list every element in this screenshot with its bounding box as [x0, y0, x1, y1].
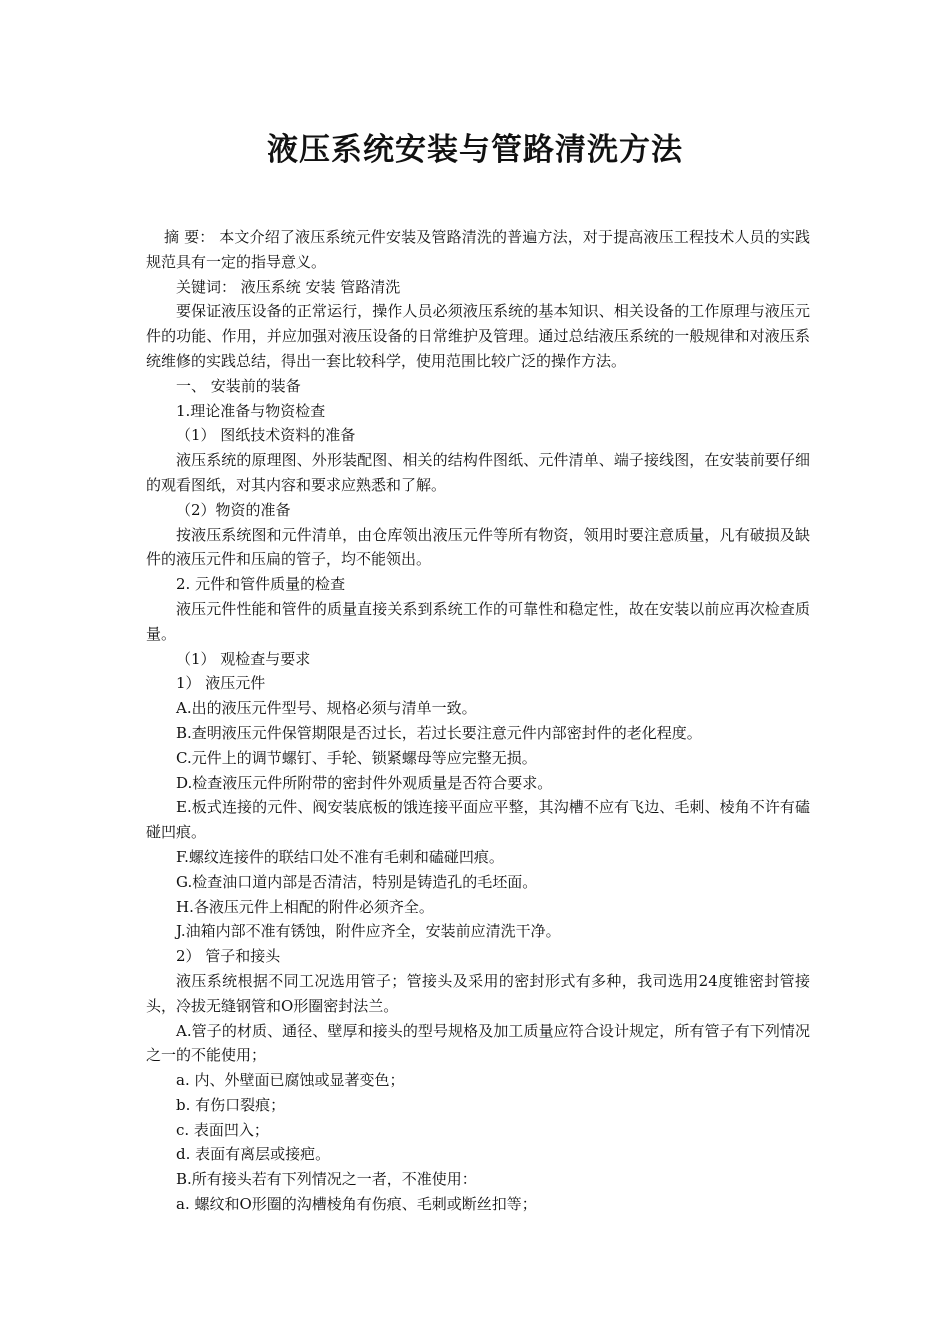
- subsection-heading: （2）物资的准备: [176, 500, 291, 519]
- list-item: d. 表面有离层或接疤。: [176, 1145, 331, 1164]
- list-item: D.检查液压元件所附带的密封件外观质量是否符合要求。: [176, 773, 553, 792]
- list-item: E.板式连接的元件、阀安装底板的饿连接平面应平整，其沟槽不应有飞边、毛刺、棱角不许有磕碰凹痕。: [146, 798, 810, 842]
- paragraph: 液压元件性能和管件的质量直接关系到系统工作的可靠性和稳定性，故在安装以前应再次检查质量。: [146, 599, 810, 643]
- subsection-heading: 2. 元件和管件质量的检查: [176, 575, 346, 594]
- list-item: a. 内、外壁面已腐蚀或显著变色；: [176, 1071, 405, 1090]
- document-body: [146, 225, 810, 1217]
- list-item: a. 螺纹和O形圈的沟槽棱角有伤痕、毛刺或断丝扣等；: [176, 1195, 537, 1214]
- list-item: G.检查油口道内部是否清洁，特别是铸造孔的毛坯面。: [176, 872, 538, 891]
- paragraph: 液压系统的原理图、外形装配图、相关的结构件图纸、元件清单、端子接线图，在安装前要仔细的观看图纸，对其内容和要求应熟悉和了解。: [146, 451, 810, 494]
- keywords-line: 关键词： 液压系统 安装 管路清洗: [176, 277, 401, 296]
- item-heading: 1） 液压元件: [176, 674, 266, 693]
- paragraph: 液压系统根据不同工况选用管子；管接头及采用的密封形式有多种，我司选用24度锥密封管接头，冷拔无缝钢管和O形圈密封法兰。: [146, 971, 810, 1015]
- subsection-heading: （1） 图纸技术资料的准备: [176, 426, 356, 445]
- list-item: B.查明液压元件保管期限是否过长，若过长要注意元件内部密封件的老化程度。: [176, 723, 702, 742]
- list-item: H.各液压元件上相配的附件必须齐全。: [176, 897, 434, 916]
- list-item: c. 表面凹入；: [176, 1120, 269, 1139]
- list-item: C.元件上的调节螺钉、手轮、锁紧螺母等应完整无损。: [176, 748, 537, 767]
- list-item: A.出的液压元件型号、规格必须与清单一致。: [176, 699, 477, 718]
- list-item: B.所有接头若有下列情况之一者，不准使用：: [176, 1170, 477, 1189]
- abstract-paragraph: 摘 要： 本文介绍了液压系统元件安装及管路清洗的普遍方法，对于提高液压工程技术人员的实践规范具有一定的指导意义。: [146, 228, 810, 271]
- subsection-heading: （1） 观检查与要求: [176, 649, 311, 668]
- document-title: 液压系统安装与管路清洗方法: [267, 132, 683, 168]
- list-item: A.管子的材质、通径、壁厚和接头的型号规格及加工质量应符合设计规定，所有管子有下列情况之一的不能使用；: [146, 1021, 810, 1065]
- intro-paragraph: 要保证液压设备的正常运行，操作人员必须液压系统的基本知识、相关设备的工作原理与液压元件的功能、作用，并应加强对液压设备的日常维护及管理。通过总结液压系统的一般规律和对液压系统维修的实践总结，得出一套比较科学，使用范围比较广泛的操作方法。: [146, 302, 810, 370]
- subsection-heading: 1.理论准备与物资检查: [176, 401, 326, 420]
- item-heading: 2） 管子和接头: [176, 947, 281, 966]
- list-item: J.油箱内部不准有锈蚀，附件应齐全，安装前应清洗干净。: [176, 922, 561, 941]
- list-item: F.螺纹连接件的联结口处不准有毛刺和磕碰凹痕。: [176, 847, 504, 866]
- section-heading: 一、 安装前的装备: [176, 376, 301, 395]
- paragraph: 按液压系统图和元件清单，由仓库领出液压元件等所有物资，领用时要注意质量，凡有破损及缺件的液压元件和压扁的管子，均不能领出。: [146, 525, 810, 569]
- list-item: b. 有伤口裂痕；: [176, 1095, 286, 1114]
